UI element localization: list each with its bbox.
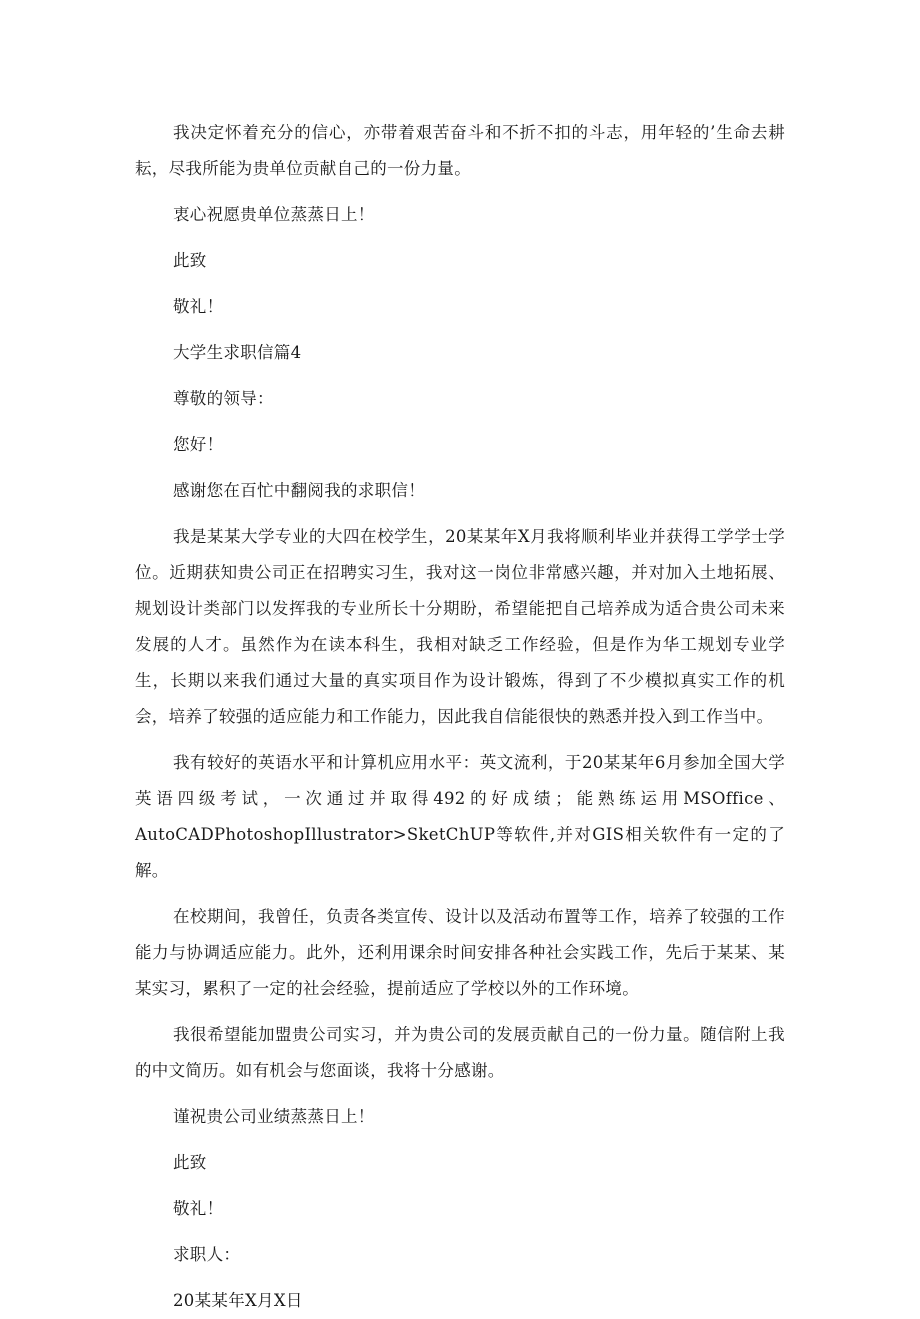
paragraph-greeting-addressee: 尊敬的领导： bbox=[173, 389, 274, 408]
paragraph-thanks: 感谢您在百忙中翻阅我的求职信！ bbox=[173, 481, 425, 500]
paragraph-campus-experience: 在校期间，我曾任，负责各类宣传、设计以及活动布置等工作，培养了较强的工作能力与协调适应能力。此外，还利用课余时间安排各种社会实践工作，先后于某某、某某实习，累积了一定的社会经验，提前适应了学校以外的工作环境。 bbox=[135, 907, 785, 998]
paragraph-salutation-jingli: 敬礼！ bbox=[173, 297, 224, 316]
paragraph-salutation-cizhi-2: 此致 bbox=[173, 1153, 207, 1172]
paragraph-closing-commitment: 我决定怀着充分的信心，亦带着艰苦奋斗和不折不扣的斗志，用年轻的’生命去耕耘，尽我所能为贵单位贡献自己的一份力量。 bbox=[135, 123, 785, 178]
paragraph-salutation-jingli-2: 敬礼！ bbox=[173, 1199, 224, 1218]
paragraph-salutation-cizhi: 此致 bbox=[173, 251, 207, 270]
paragraph-wishes: 衷心祝愿贵单位蒸蒸日上！ bbox=[173, 205, 375, 224]
paragraph-applicant: 求职人： bbox=[173, 1245, 241, 1264]
paragraph-date: 20某某年X月X日 bbox=[173, 1291, 303, 1310]
paragraph-best-wishes: 谨祝贵公司业绩蒸蒸日上！ bbox=[173, 1107, 375, 1126]
paragraph-greeting-hello: 您好！ bbox=[173, 435, 224, 454]
paragraph-skills: 我有较好的英语水平和计算机应用水平：英文流利，于20某某年6月参加全国大学英语四级考试，一次通过并取得492的好成绩；能熟练运用MSOffice、AutoCADPhotoshopIllustrator>SketChUP等软件,并对GIS相关软件有一定的了解。 bbox=[135, 753, 785, 880]
section-heading: 大学生求职信篇4 bbox=[173, 343, 302, 362]
paragraph-hope: 我很希望能加盟贵公司实习，并为贵公司的发展贡献自己的一份力量。随信附上我的中文简历。如有机会与您面谈，我将十分感谢。 bbox=[135, 1025, 785, 1080]
paragraph-introduction: 我是某某大学专业的大四在校学生，20某某年X月我将顺利毕业并获得工学学士学位。近期获知贵公司正在招聘实习生，我对这一岗位非常感兴趣，并对加入土地拓展、规划设计类部门以发挥我的专业所长十分期盼，希望能把自己培养成为适合贵公司未来发展的人才。虽然作为在读本科生，我相对缺乏工作经验，但是作为华工规划专业学生，长期以来我们通过大量的真实项目作为设计锻炼，得到了不少模拟真实工作的机会，培养了较强的适应能力和工作能力，因此我自信能很快的熟悉并投入到工作当中。 bbox=[135, 527, 785, 726]
document-page bbox=[135, 115, 785, 1319]
